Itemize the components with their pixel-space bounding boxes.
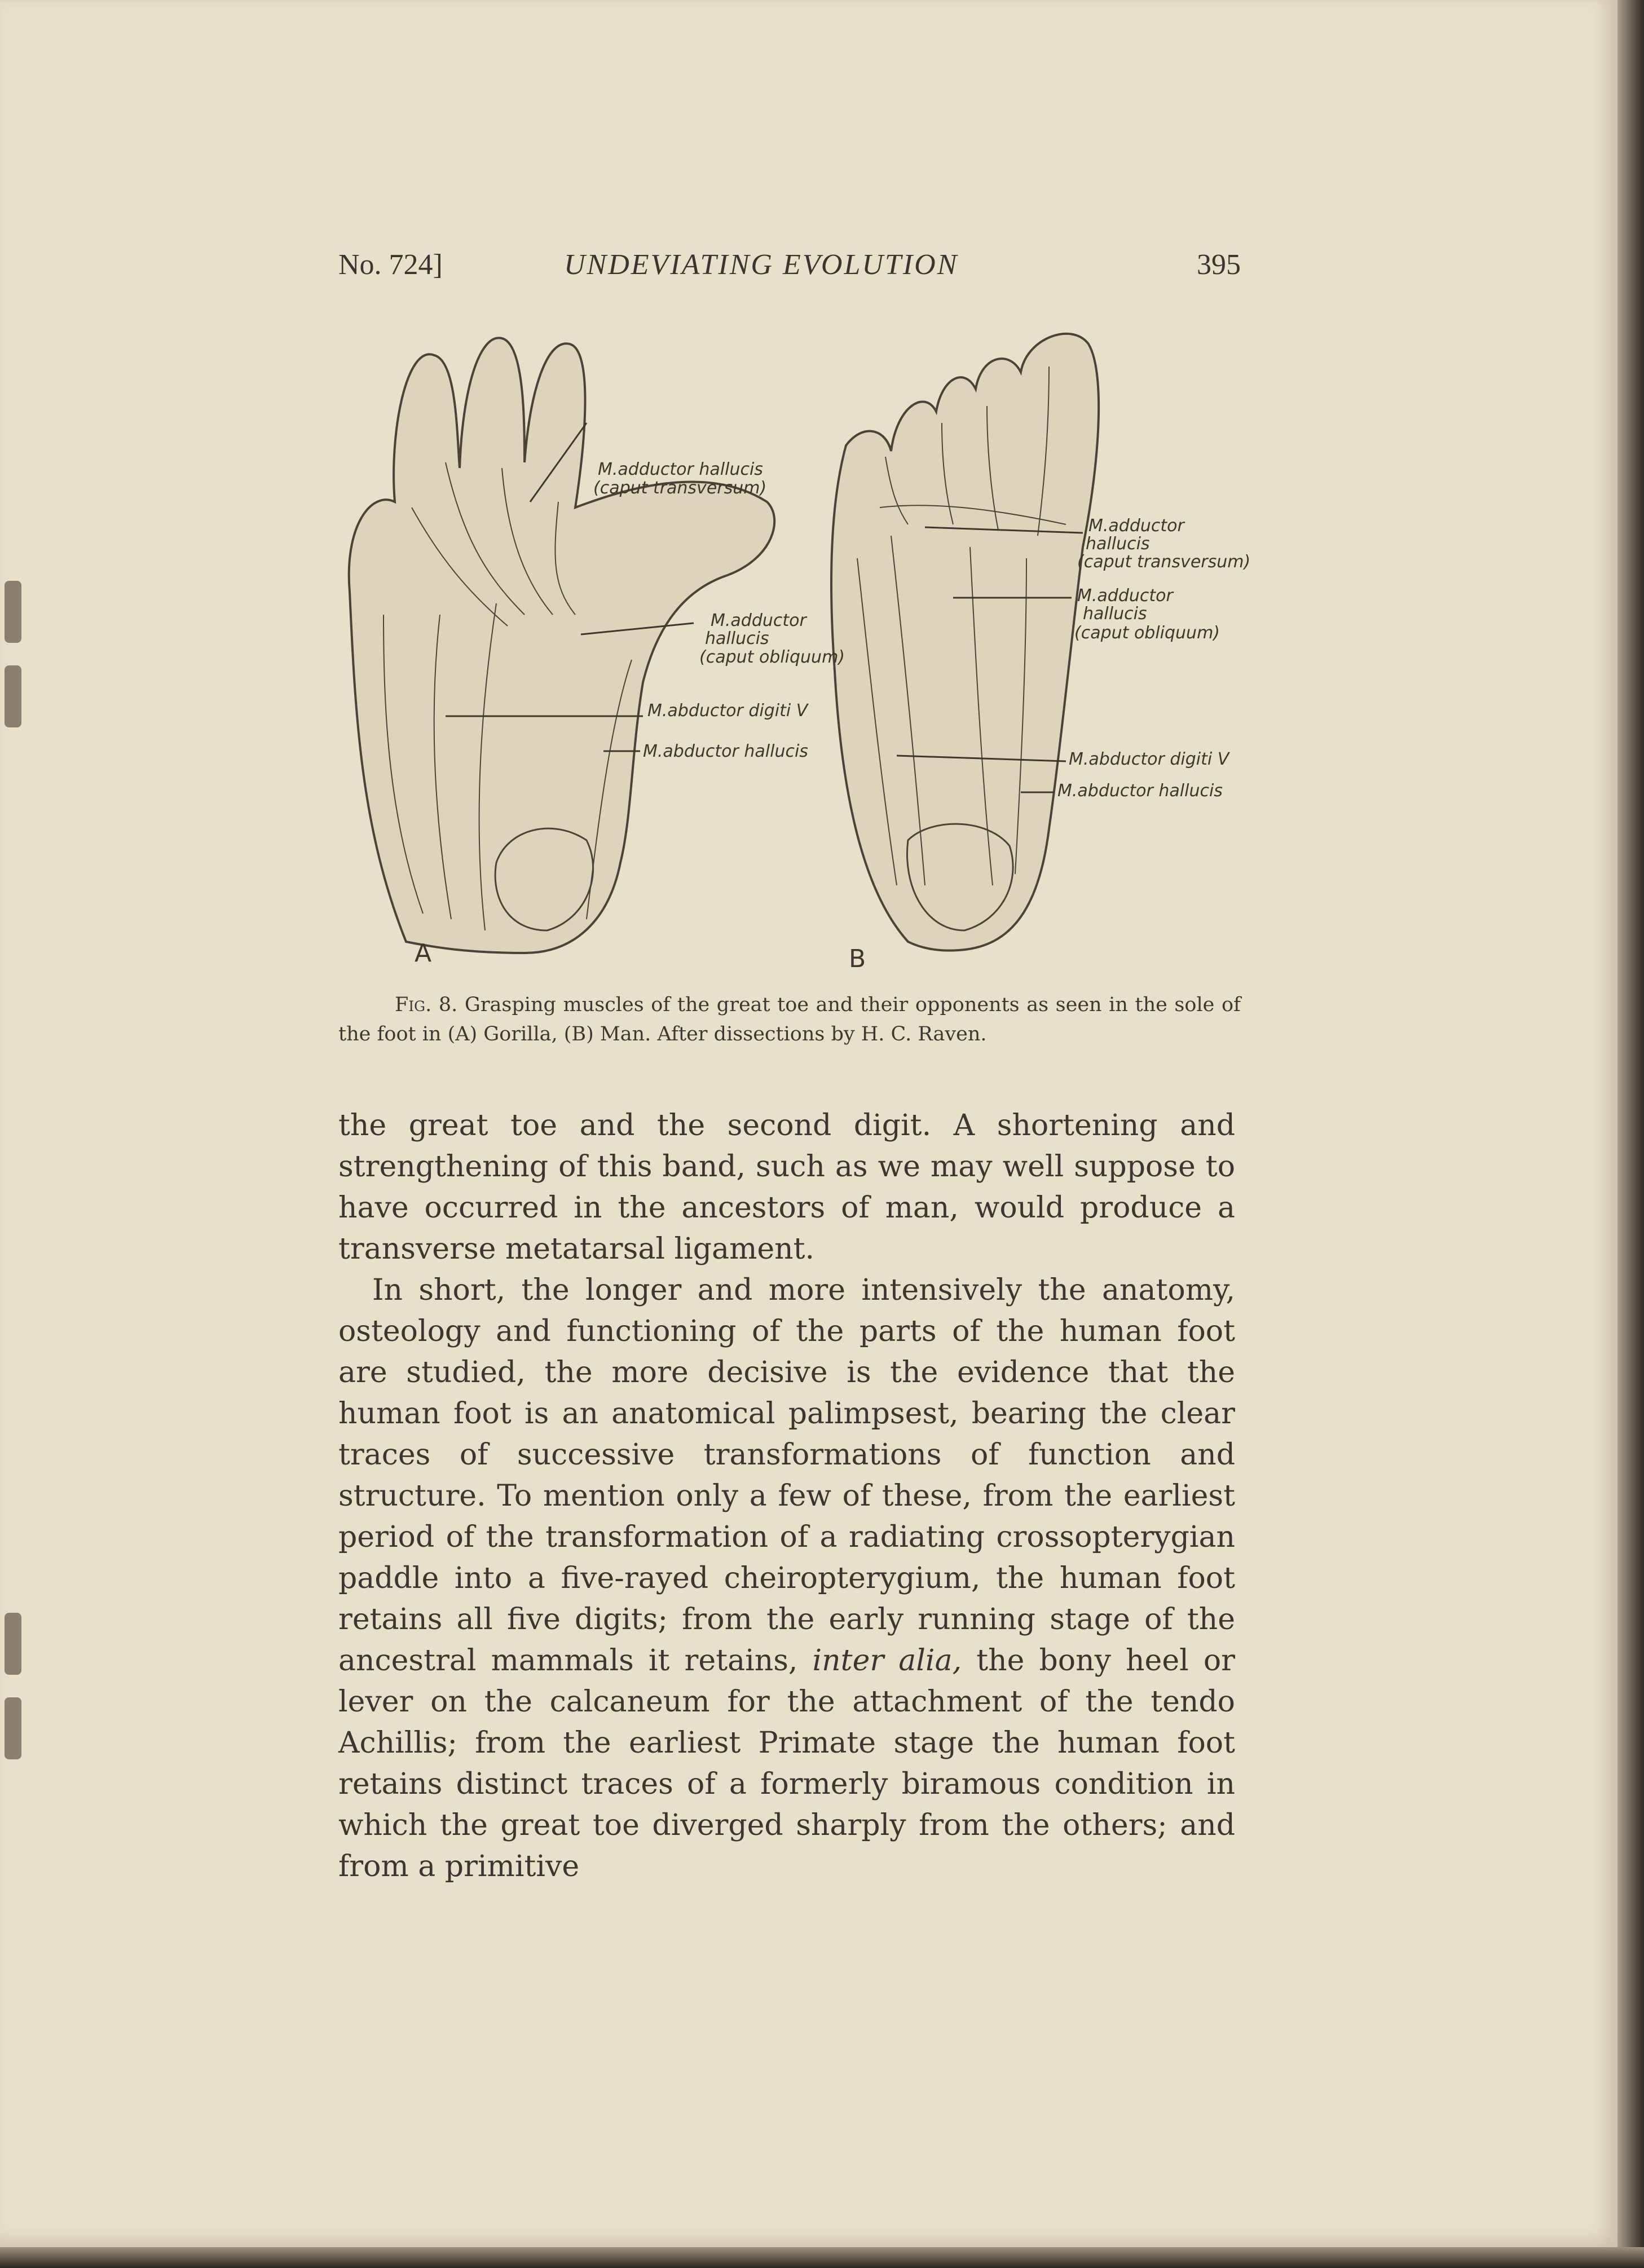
label-a-abductor-hallucis: M.abductor hallucis [643, 742, 808, 761]
binding-mark [5, 581, 21, 643]
page-number: 395 [1197, 249, 1241, 281]
label-a-abductor-digiti: M.abductor digiti V [647, 701, 808, 721]
human-foot-illustration [831, 334, 1099, 951]
foot-muscles-figure [338, 321, 1252, 976]
label-b-abductor-hallucis: M.abductor hallucis [1057, 781, 1223, 801]
figure-letter-a: A [415, 939, 432, 968]
binding-mark [5, 1697, 21, 1759]
label-b-adductor-obliquum: M.adductor [1077, 586, 1173, 606]
body-text [338, 1105, 1235, 1887]
paragraph-2-italic: inter alia, [812, 1644, 962, 1678]
label-b-abductor-digiti: M.abductor digiti V [1069, 749, 1229, 769]
label-b-adductor-transversum: M.adductor [1088, 516, 1184, 536]
label-a-adductor-obliquum: M.adductor [711, 611, 806, 630]
label-b-adductor-transversum-3: (caput transversum) [1077, 552, 1251, 572]
label-a-adductor-obliquum-2: hallucis [705, 629, 769, 648]
label-a-adductor-transversum-2: (caput transversum) [593, 478, 767, 498]
label-a-adductor-transversum: M.adductor hallucis [598, 460, 763, 479]
paragraph-1: the great toe and the second digit. A shortening and strengthening of this band, such as we may well suppose to have occurred in the ancestors of man, would produce a transverse metatarsal ligament. [338, 1109, 1235, 1266]
page-edge-shadow [1617, 0, 1644, 2268]
label-a-adductor-obliquum-3: (caput obliquum) [699, 647, 845, 667]
binding-mark [5, 665, 21, 727]
caption-figure-label: Fig. 8. [395, 994, 458, 1016]
paragraph-2-part-a: In short, the longer and more intensively the anatomy, osteology and functioning of the parts of the human foot are studied, the more decisive is the evidence that the human foot is an anatomical palimpsest, bearing the clear traces of successive transformations of function and structure. To mention only a few of these, from the earliest period of the transformation of a radiating crossopterygian paddle into a five-rayed cheiropterygium, the human foot retains all five digits; from the early running stage of the ancestral mammals it retains, [338, 1273, 1235, 1678]
running-header [338, 248, 1241, 288]
figure-letter-b: B [849, 945, 866, 973]
paragraph-2-part-b: the bony heel or lever on the calcaneum for the attachment of the tendo Achillis; from the earliest Primate stage the human foot retains distinct traces of a formerly biramous condition in which the great toe diverged sharply from the others; and from a primitive [338, 1644, 1235, 1883]
label-b-adductor-transversum-2: hallucis [1086, 534, 1150, 554]
running-title: UNDEVIATING EVOLUTION [564, 249, 959, 281]
label-b-adductor-obliquum-2: hallucis [1083, 604, 1147, 624]
paragraph-2 [338, 1270, 1235, 1887]
figure-caption [338, 990, 1241, 1049]
label-b-adductor-obliquum-3: (caput obliquum) [1074, 623, 1220, 643]
caption-text: Grasping muscles of the great toe and their opponents as seen in the sole of the foot in (A) Gorilla, (B) Man. After dissections by H. C. Raven. [338, 994, 1241, 1045]
page-bottom-shadow [0, 2247, 1644, 2268]
binding-mark [5, 1613, 21, 1675]
issue-number: No. 724] [338, 249, 443, 281]
